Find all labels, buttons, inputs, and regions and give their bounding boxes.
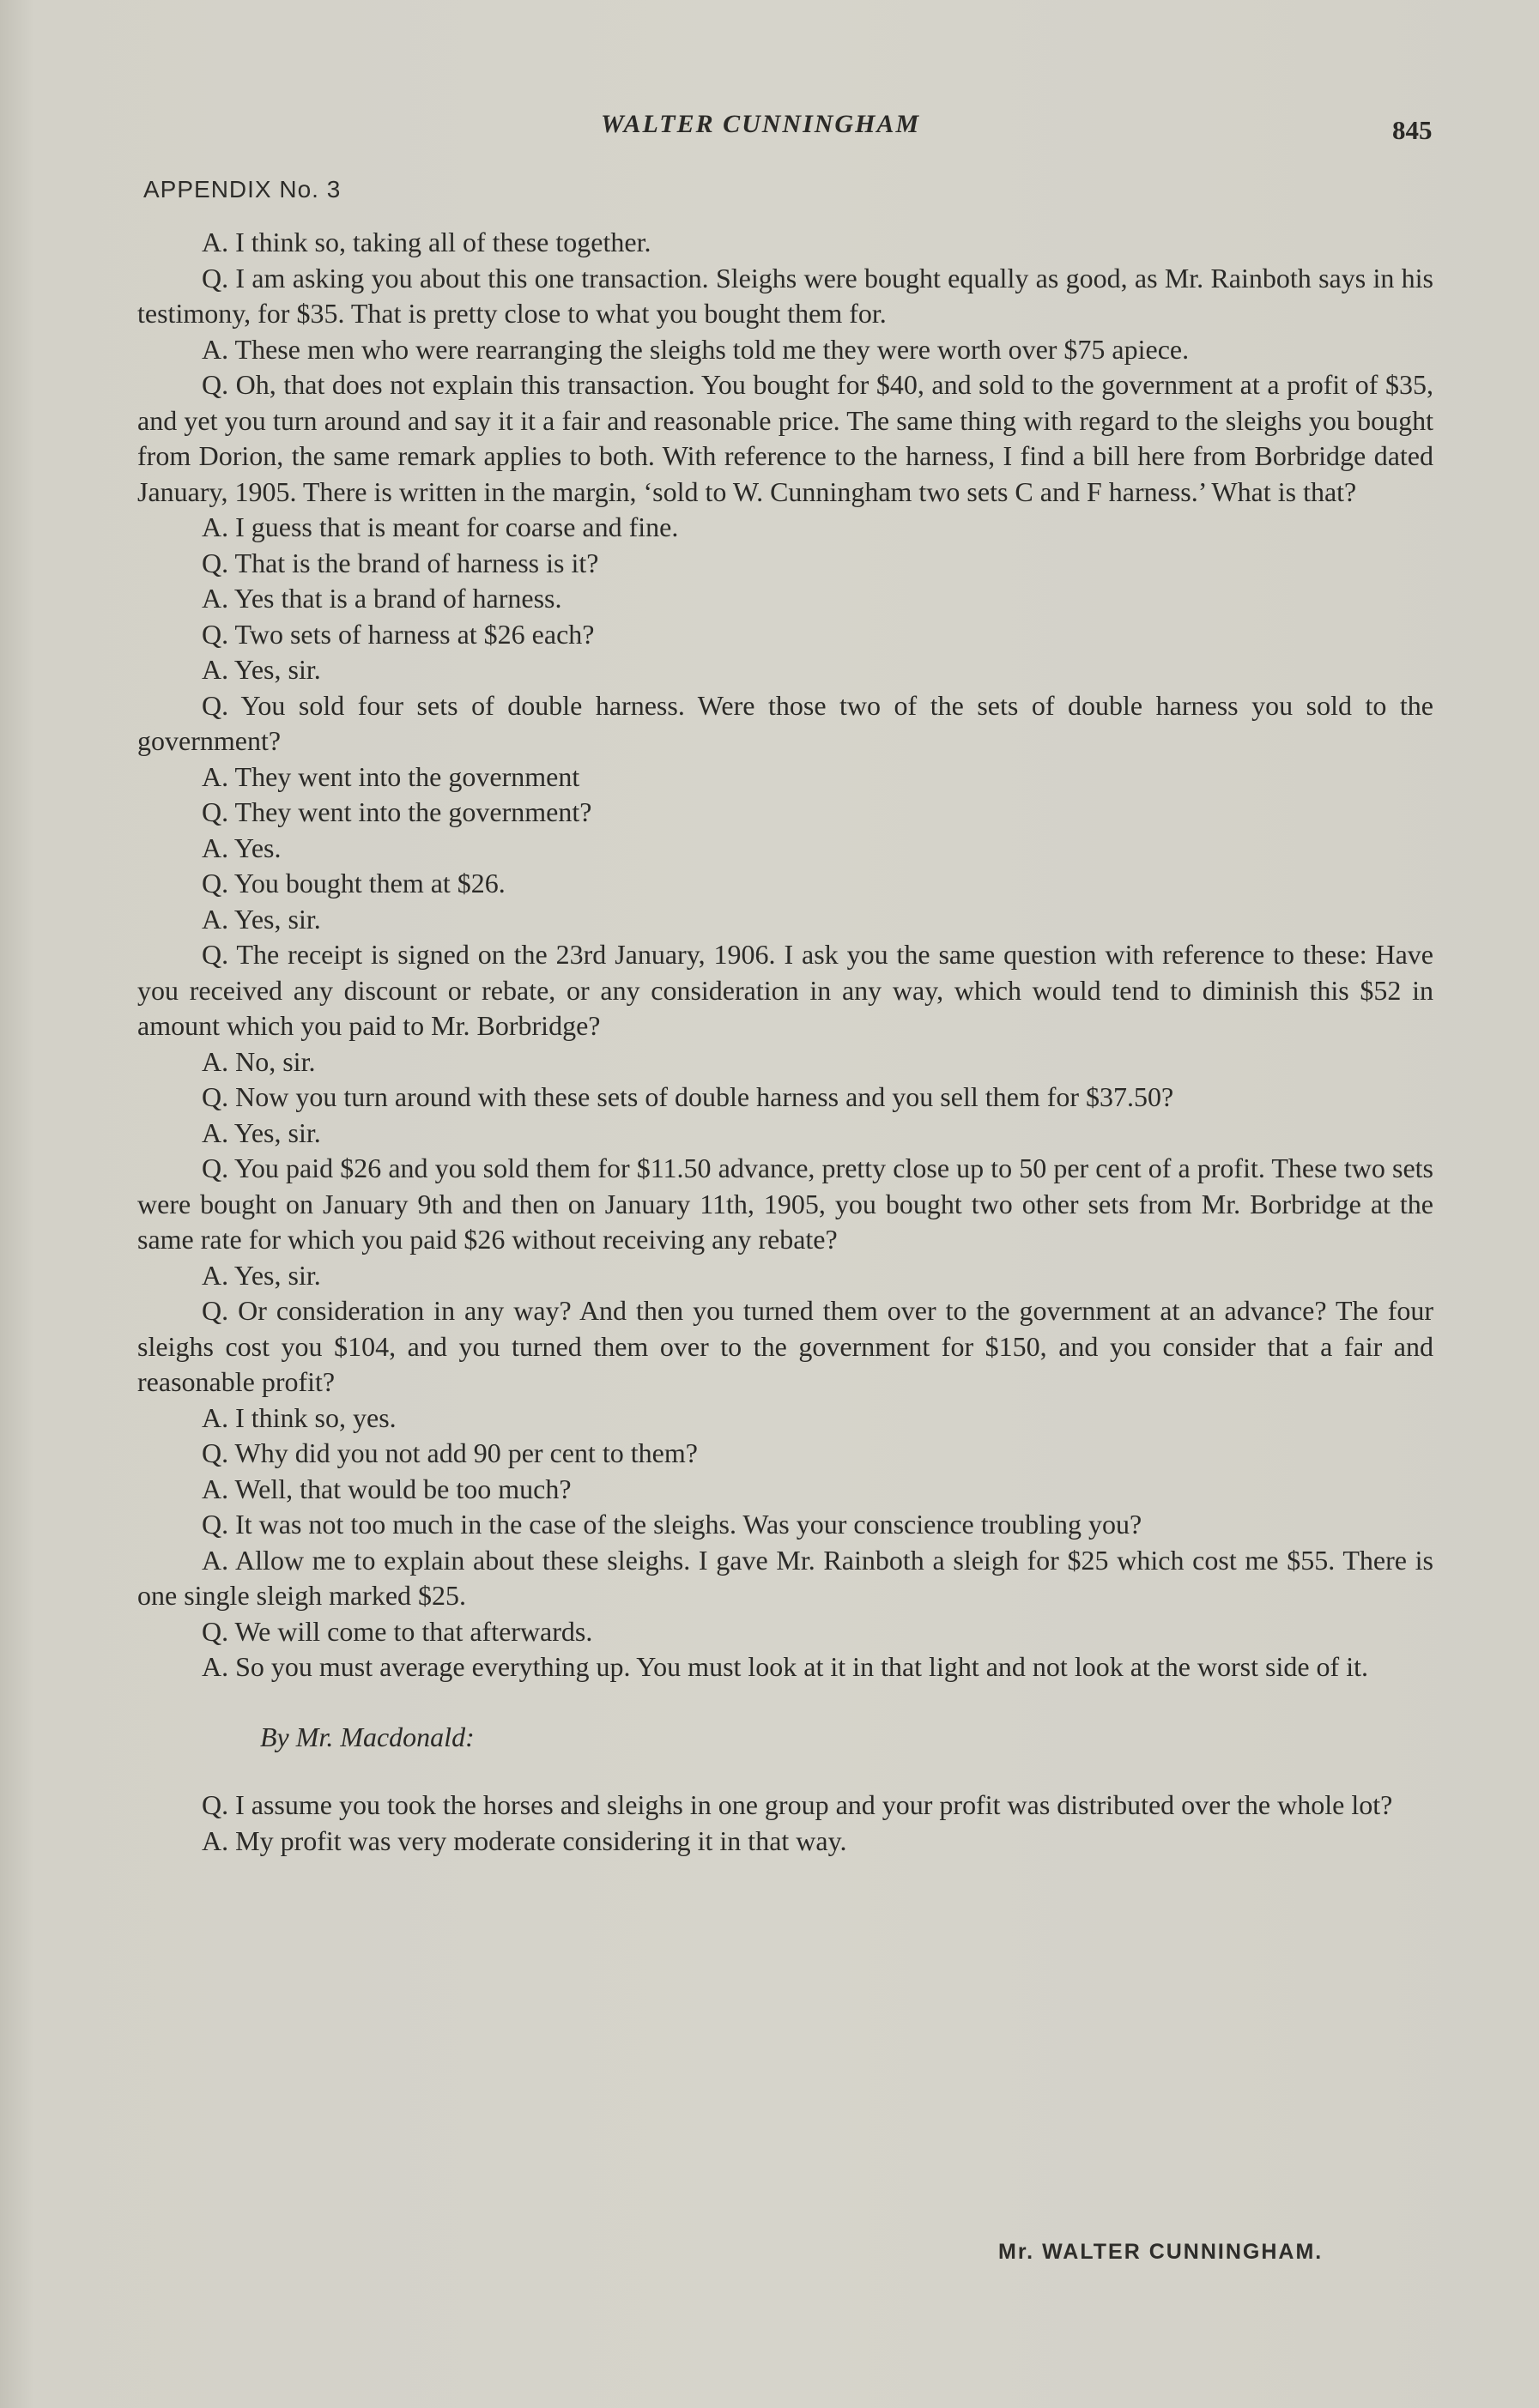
paragraph: Q. I am asking you about this one transaction. Sleighs were bought equally as good, as Mr. Rainboth says in his testimony, for $35. That is pretty close to what you bought them for.: [137, 262, 1433, 329]
paragraph: A. Yes, sir.: [202, 903, 321, 935]
paragraph: Q. You paid $26 and you sold them for $11.50 advance, pretty close up to 50 per cent of a profit. These two sets were bought on January 9th and then on January 11th, 1905, you bought two other sets from Mr. Borbridge at the same rate for which you paid $26 without receiving any rebate?: [137, 1153, 1433, 1255]
paragraph: A. Yes, sir.: [202, 1116, 321, 1148]
paragraph: A. I think so, taking all of these together.: [202, 227, 651, 257]
paragraph: A. Allow me to explain about these sleighs. I gave Mr. Rainboth a sleigh for $25 which cost me $55. There is one single sleigh marked $25.: [137, 1544, 1433, 1611]
paragraph: A. Yes that is a brand of harness.: [202, 583, 562, 614]
paragraph: Q. That is the brand of harness is it?: [202, 547, 599, 578]
paragraph: Q. I assume you took the horses and sleighs in one group and your profit was distributed over the whole lot?: [202, 1789, 1393, 1820]
paragraph: Q. Now you turn around with these sets of double harness and you sell them for $37.50?: [202, 1081, 1174, 1112]
paragraph: Q. The receipt is signed on the 23rd January, 1906. I ask you the same question with reference to these: Have you received any discount or rebate, or any consideration in any way, which would tend to diminish this $52 in amount which you paid to Mr. Borbridge?: [137, 939, 1433, 1041]
page-number: 845: [1392, 115, 1433, 145]
paragraph: A. Yes, sir.: [202, 1259, 321, 1291]
paragraph: A. I think so, yes.: [202, 1401, 397, 1433]
paragraph: Q. We will come to that afterwards.: [202, 1615, 593, 1647]
paragraph: A. They went into the government: [202, 760, 580, 792]
paragraph: A. I guess that is meant for coarse and fine.: [202, 511, 679, 542]
paragraph: Q. You sold four sets of double harness. Were those two of the sets of double harness you sold to the government?: [137, 689, 1433, 756]
examiner-by-line: By Mr. Macdonald:: [260, 1721, 475, 1752]
paragraph: A. Yes, sir.: [202, 654, 321, 685]
testimony-body: [137, 225, 1433, 1859]
paragraph: A. So you must average everything up. You must look at it in that light and not look at the worst side of it.: [202, 1651, 1368, 1682]
paragraph: A. Yes.: [202, 832, 282, 863]
paragraph: Q. Why did you not add 90 per cent to them?: [202, 1437, 698, 1468]
running-head: [0, 110, 1539, 153]
paragraph: A. No, sir.: [202, 1045, 316, 1077]
appendix-label: APPENDIX No. 3: [143, 176, 342, 203]
paragraph: Q. It was not too much in the case of the sleighs. Was your conscience troubling you?: [202, 1509, 1142, 1540]
paragraph: Q. Or consideration in any way? And then you turned them over to the government at an advance? The four sleighs cost you $104, and you turned them over to the government for $150, and you consider that a fair and reasonable profit?: [137, 1295, 1433, 1397]
paragraph: A. These men who were rearranging the sleighs told me they were worth over $75 apiece.: [202, 333, 1190, 365]
paragraph: Q. Two sets of harness at $26 each?: [202, 618, 595, 650]
paragraph: A. Well, that would be too much?: [202, 1473, 572, 1504]
paragraph: Q. You bought them at $26.: [202, 868, 506, 898]
paragraph: A. My profit was very moderate considering it in that way.: [202, 1824, 847, 1856]
witness-signature-line: Mr. WALTER CUNNINGHAM.: [998, 2240, 1324, 2264]
paragraph: Q. They went into the government?: [202, 796, 592, 827]
running-title: WALTER CUNNINGHAM: [601, 110, 921, 138]
paragraph: Q. Oh, that does not explain this transaction. You bought for $40, and sold to the government at a profit of $35, and yet you turn around and say it it a fair and reasonable price. The same thing with regard to the sleighs you bought from Dorion, the same remark applies to both. With reference to the harness, I find a bill here from Borbridge dated January, 1905. There is written in the margin, ‘sold to W. Cunningham two sets C and F harness.’ What is that?: [137, 369, 1433, 507]
